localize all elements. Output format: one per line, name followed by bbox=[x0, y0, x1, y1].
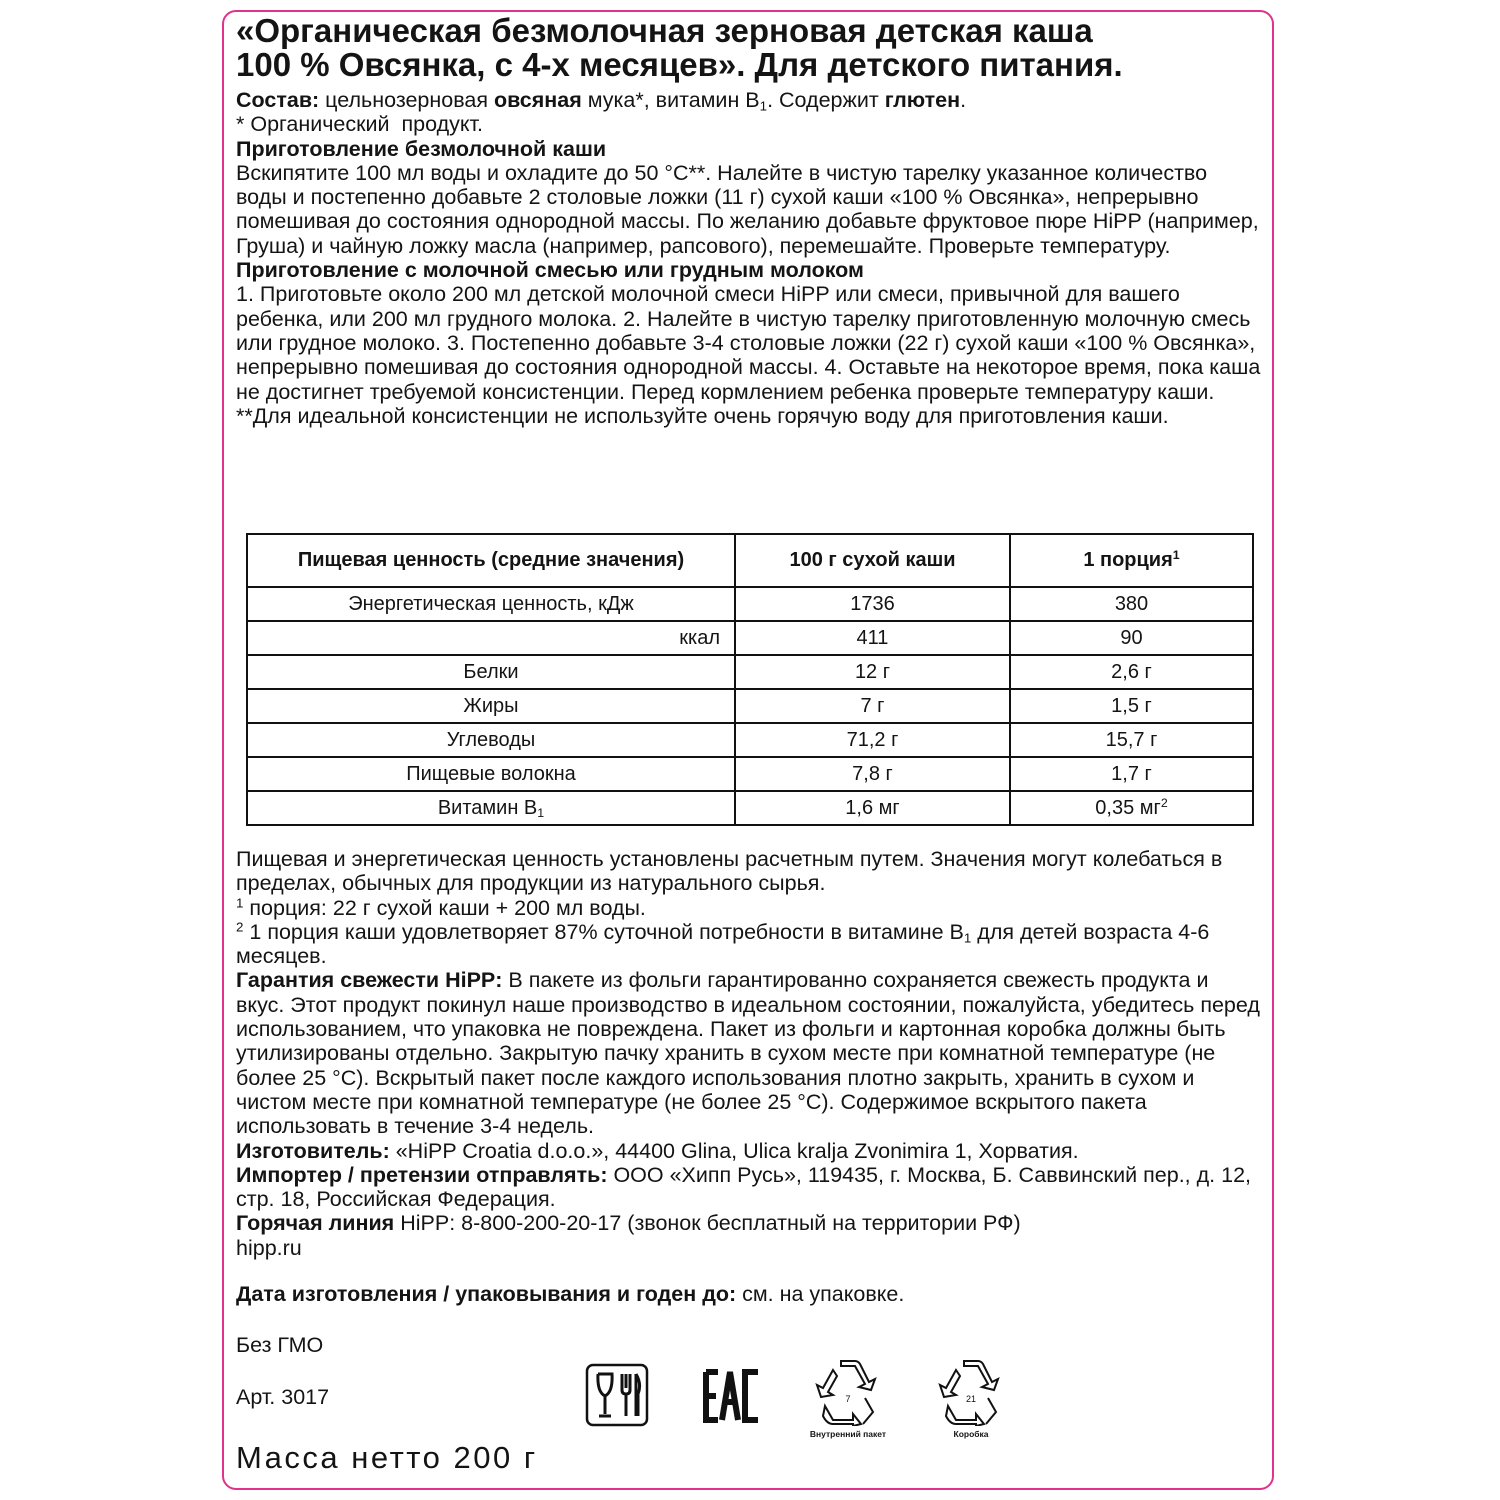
title-line-1: «Органическая безмолочная зерновая детская каша bbox=[236, 12, 1093, 49]
importer-label: Импортер / претензии отправлять: bbox=[236, 1162, 608, 1187]
freshness-label: Гарантия свежести HiPP: bbox=[236, 968, 503, 993]
value-100g: 1736 bbox=[735, 587, 1010, 621]
manufacturer-label: Изготовитель: bbox=[236, 1138, 390, 1163]
table-row bbox=[247, 723, 1253, 757]
eac-text: EAC bbox=[703, 1368, 706, 1369]
composition bbox=[236, 88, 1261, 112]
nutrient-text: Витамин B bbox=[437, 796, 538, 819]
value-100g: 411 bbox=[735, 621, 1010, 655]
nutrient-name: Энергетическая ценность, кДж bbox=[247, 587, 735, 621]
footnote-2 bbox=[236, 920, 1261, 969]
composition-text: цельнозерновая bbox=[319, 88, 494, 112]
table-row bbox=[247, 791, 1253, 825]
manufacturer-text: «HiPP Croatia d.o.o.», 44400 Glina, Ulica kralja Zvonimira 1, Хорватия. bbox=[389, 1138, 1079, 1163]
value-100g: 71,2 г bbox=[735, 723, 1010, 757]
composition-gluten: глютен bbox=[884, 88, 961, 112]
nutrient-name: Пищевые волокна bbox=[247, 757, 735, 791]
footnote-text: для детей возраста 4-6 месяцев. bbox=[236, 919, 1210, 969]
composition-text: . Содержит bbox=[767, 88, 885, 112]
footnote-1 bbox=[236, 896, 1261, 920]
nutrient-name: Белки bbox=[247, 655, 735, 689]
recycle-number: 21 bbox=[965, 1394, 977, 1404]
prep-milk-heading bbox=[236, 258, 1261, 282]
no-gmo: Без ГМО bbox=[236, 1333, 324, 1357]
heading-text: Приготовление безмолочной каши bbox=[236, 136, 607, 161]
prep-milk-note: **Для идеальной консистенции не используйте очень горячую воду для приготовления каши. bbox=[236, 403, 1169, 428]
recycle-label-box: Коробка bbox=[953, 1429, 989, 1439]
table-row bbox=[247, 587, 1253, 621]
value-100g: 12 г bbox=[735, 655, 1010, 689]
value-100g: 1,6 мг bbox=[735, 791, 1010, 825]
footnote-text: 1 порция каши удовлетворяет 87% суточной потребности в витамине B bbox=[243, 919, 964, 944]
table-row bbox=[247, 689, 1253, 723]
table-row bbox=[247, 621, 1253, 655]
recycle-label-inner: Внутренний пакет bbox=[809, 1429, 887, 1439]
prep-no-milk-text: Вскипятите 100 мл воды и охладите до 50 °С**. Налейте в чистую тарелку указанное количество воды и постепенно добавьте 2 столовые ложки (11 г) сухой каши «100 % Овсянка», непрерывно помешивая до состояния однородной массы. По желанию добавьте фруктовое пюре HiPP (например, Груша) и чайную ложку масла (например, рапсового), перемешайте. Проверьте температуру. bbox=[236, 160, 1259, 258]
article-number: Арт. 3017 bbox=[236, 1385, 330, 1409]
composition-label: Состав: bbox=[236, 88, 320, 112]
nutrient-name: ккал bbox=[247, 621, 735, 655]
value-100g: 7,8 г bbox=[735, 757, 1010, 791]
value-portion: 380 bbox=[1010, 587, 1253, 621]
hotline bbox=[236, 1211, 1261, 1235]
organic-note: * Органический продукт. bbox=[236, 112, 483, 137]
nutrient-name: Жиры bbox=[247, 689, 735, 723]
subscript: 1 bbox=[537, 805, 545, 820]
freshness-guarantee bbox=[236, 968, 1261, 1138]
net-weight: Масса нетто 200 г bbox=[236, 1440, 538, 1475]
product-title bbox=[236, 14, 1261, 82]
calc-note: Пищевая и энергетическая ценность установлены расчетным путем. Значения могут колебаться в пределах, обычных для продукции из натурального сырья. bbox=[236, 847, 1223, 896]
date-info bbox=[236, 1282, 1261, 1306]
value-portion: 2,6 г bbox=[1010, 655, 1253, 689]
recycle-number: 7 bbox=[845, 1394, 851, 1404]
food-contact-icon bbox=[584, 1362, 650, 1428]
label-content bbox=[236, 14, 1261, 428]
value-portion: 1,7 г bbox=[1010, 757, 1253, 791]
value-portion: 1,5 г bbox=[1010, 689, 1253, 723]
importer bbox=[236, 1163, 1261, 1212]
composition-text: мука*, витамин B bbox=[581, 88, 760, 112]
hotline-label: Горячая линия bbox=[236, 1211, 395, 1236]
eac-mark-icon bbox=[703, 1368, 761, 1424]
table-header-row bbox=[247, 534, 1253, 587]
composition-text: . bbox=[960, 88, 967, 112]
value-100g: 7 г bbox=[735, 689, 1010, 723]
subscript: 1 bbox=[759, 98, 768, 114]
date-text: см. на упаковке. bbox=[736, 1282, 905, 1307]
date-label: Дата изготовления / упаковывания и годен до: bbox=[236, 1282, 737, 1307]
table-row bbox=[247, 757, 1253, 791]
footnote-mark: 1 bbox=[236, 895, 244, 911]
recycle-7-icon bbox=[813, 1360, 883, 1426]
value-portion: 15,7 г bbox=[1010, 723, 1253, 757]
heading-text: Приготовление с молочной смесью или грудным молоком bbox=[236, 258, 864, 283]
table-header-cell: Пищевая ценность (средние значения) bbox=[247, 534, 735, 587]
nutrient-name bbox=[247, 791, 735, 825]
manufacturer bbox=[236, 1139, 1261, 1163]
superscript: 1 bbox=[1172, 548, 1180, 563]
footnote-mark: 2 bbox=[236, 919, 244, 935]
freshness-text: В пакете из фольги гарантированно сохраняется свежесть продукта и вкус. Этот продукт покинул наше производство в идеальном состоянии, пожалуйста, убедитесь перед использованием, что упаковка не повреждена. Пакет из фольги и картонная коробка должны быть утилизированы отдельно. Закрытую пачку хранить в сухом месте при комнатной температуре (не более 25 °С). Вскрытый пакет после каждого использования плотно закрыть, хранить в сухом и чистом месте при комнатной температуре (не более 25 °С). Содержимое вскрытого пакета использовать в течение 3-4 недель. bbox=[236, 968, 1260, 1139]
table-row bbox=[247, 655, 1253, 689]
prep-milk-text: 1. Приготовьте около 200 мл детской молочной смеси HiPP или смеси, привычной для вашего ребенка, или 200 мл грудного молока. 2. Налейте в чистую тарелку приготовленную молочную смесь или грудное молоко. 3. Постепенно добавьте 3-4 столовые ложки (22 г) сухой каши «100 % Овсянка», непрерывно помешивая до состояния однородной массы. 4. Оставьте на некоторое время, пока каша не достигнет требуемой консистенции. Перед кормлением ребенка проверьте температуру каши. bbox=[236, 282, 1261, 404]
prep-no-milk-heading bbox=[236, 137, 1261, 161]
composition-oat: овсяная bbox=[493, 88, 582, 112]
title-line-2: 100 % Овсянка, с 4-х месяцев». Для детского питания. bbox=[236, 46, 1123, 83]
header-text: 1 порция bbox=[1083, 549, 1173, 571]
nutrient-name: Углеводы bbox=[247, 723, 735, 757]
notes-section bbox=[236, 847, 1261, 1306]
recycle-21-icon bbox=[936, 1360, 1006, 1426]
value-portion: 90 bbox=[1010, 621, 1253, 655]
importer-text: ООО «Хипп Русь», 119435, г. Москва, Б. Саввинский пер., д. 12, стр. 18, Российская Федерация. bbox=[236, 1162, 1251, 1212]
hotline-text: HiPP: 8-800-200-20-17 (звонок бесплатный на территории РФ) bbox=[394, 1211, 1021, 1236]
nutrition-table bbox=[246, 533, 1254, 826]
value-text: 0,35 мг bbox=[1095, 796, 1161, 819]
subscript: 1 bbox=[963, 930, 972, 946]
website: hipp.ru bbox=[236, 1235, 302, 1260]
table-header-cell: 100 г сухой каши bbox=[735, 534, 1010, 587]
superscript: 2 bbox=[1160, 795, 1168, 810]
table-header-cell bbox=[1010, 534, 1253, 587]
footnote-text: порция: 22 г сухой каши + 200 мл воды. bbox=[243, 895, 646, 920]
value-portion bbox=[1010, 791, 1253, 825]
